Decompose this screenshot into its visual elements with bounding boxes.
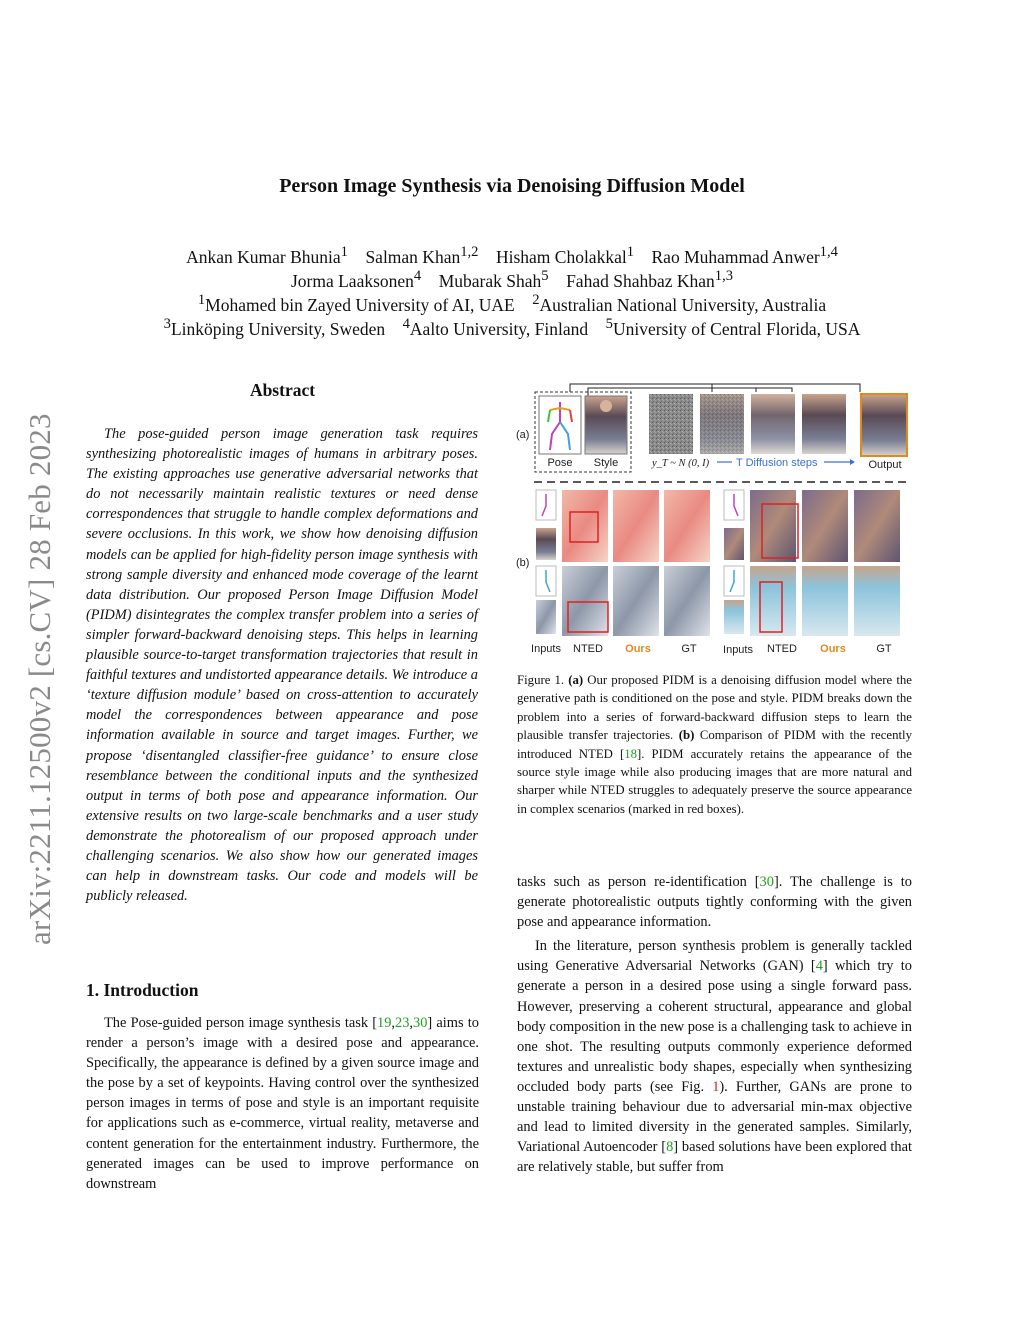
citation-link[interactable]: 30	[759, 874, 774, 890]
author: Rao Muhammad Anwer$^{1,4}$	[651, 244, 838, 267]
body-paragraph: In the literature, person synthesis problem is generally tackled using Generative Adversarial Networks (GAN) [4] which try to generate a person in a desired pose using a single forward pass. However, preserving a coherent structural, appearance and global body composition in the new pose is a challenging task to achieve in one shot. The resulting outputs commonly experience deformed textures and unrealistic body shapes, especially when synthesizing occluded body parts (see Fig. 1). Further, GANs are prone to unstable training behaviour due to adversarial min-max objective and lead to limited diversity in the generated samples. Similarly, Variational Autoencoder [8] based solutions have been explored that are relatively stable, but suffer from	[517, 938, 912, 1176]
affiliation-line-2	[0, 312, 1024, 341]
column-label: Ours	[820, 643, 846, 655]
affiliation: $^1$Mohamed bin Zayed University of AI, UAE	[197, 292, 515, 315]
diffusion-step-images	[700, 394, 846, 454]
section-heading-introduction: 1. Introduction	[86, 980, 199, 1000]
affiliation: $^4$Aalto University, Finland	[402, 316, 589, 339]
figure-1-graphic	[512, 378, 917, 660]
style-image	[585, 396, 627, 454]
style-label: Style	[593, 457, 619, 469]
noise-image	[649, 394, 693, 454]
column-label: NTED	[573, 643, 603, 655]
comparison-grid	[536, 490, 900, 636]
diffusion-steps-label: T Diffusion steps	[736, 457, 818, 469]
author: Jorma Laaksonen$^4$	[290, 268, 422, 291]
citation-link[interactable]: 8	[666, 1139, 674, 1156]
column-label: GT	[681, 643, 697, 655]
citation-link[interactable]: 30	[413, 1015, 428, 1031]
affiliation: $^2$Australian National University, Australia	[532, 292, 827, 315]
author: Salman Khan$^{1,2}$	[365, 244, 479, 267]
intro-body	[86, 1013, 479, 1194]
output-label: Output	[868, 459, 902, 471]
pose-label: Pose	[547, 457, 573, 469]
column-label: Inputs	[723, 644, 753, 656]
citation-link[interactable]: 23	[395, 1015, 410, 1031]
citation-link[interactable]: 4	[815, 958, 823, 975]
figure-panel-label-b: (b)	[516, 557, 530, 569]
output-image	[861, 394, 907, 456]
noise-label: y_T ~ N (0, I)	[652, 458, 710, 469]
figure-reference-link[interactable]: 1	[712, 1078, 720, 1095]
column-label: GT	[876, 643, 892, 655]
body-paragraph: tasks such as person re-identification [30]. The challenge is to generate photorealistic outputs tightly conforming with the given pose and appearance information.	[517, 874, 912, 931]
abstract-body	[86, 424, 478, 906]
author: Ankan Kumar Bhunia$^1$	[186, 244, 348, 267]
figure-1	[512, 378, 917, 660]
figure-panel-label-a: (a)	[516, 429, 530, 441]
arxiv-identifier: arXiv:2211.12500v2 [cs.CV] 28 Feb 2023	[22, 413, 57, 945]
author: Mubarak Shah$^5$	[438, 268, 549, 291]
abstract-text: The pose-guided person image generation task requires synthesizing photorealistic images of humans in arbitrary poses. The existing approaches use generative adversarial networks that do not necessarily maintain realistic textures or need dense correspondences that struggle to handle complex deformations and severe occlusions. In this work, we show how denoising diffusion models can be applied for high-fidelity person image synthesis with strong sample diversity and enhanced mode coverage of the learnt data distribution. Our proposed Person Image Diffusion Model (PIDM) disintegrates the complex transfer problem into a series of simpler forward-backward denoising steps. This helps in learning plausible source-to-target transformation trajectories that result in faithful textures and undistorted appearance details. We introduce a ‘texture diffusion module’ based on cross-attention to accurately model the correspondences between appearance and pose information available in source and target images. Further, we propose ‘disentangled classifier-free guidance’ to ensure close resemblance between the conditional inputs and the synthesized output in terms of both pose and appearance information. Our extensive results on two large-scale benchmarks and a user study demonstrate the photorealism of our proposed approach under challenging scenarios. We also show how our generated images can help in downstream tasks. Our code and models will be publicly released.	[86, 426, 478, 905]
paper-title: Person Image Synthesis via Denoising Diffusion Model	[279, 175, 745, 197]
pose-keypoints-image	[539, 396, 581, 454]
column-label: Inputs	[531, 643, 561, 655]
author: Fahad Shahbaz Khan$^{1,3}$	[566, 268, 734, 291]
affiliation: $^5$University of Central Florida, USA	[605, 316, 861, 339]
column-label: Ours	[625, 643, 651, 655]
abstract-heading: Abstract	[249, 380, 316, 400]
citation-link[interactable]: 18	[624, 746, 638, 761]
author: Hisham Cholakkal$^1$	[495, 244, 634, 267]
affiliation: $^3$Linköping University, Sweden	[163, 316, 386, 339]
column-label: NTED	[767, 643, 797, 655]
figure-1-caption: Figure 1. (a) Our proposed PIDM is a denoising diffusion model where the generative path is conditioned on the pose and style. PIDM breaks down the problem into a series of forward-backward diffusion steps to learn the plausible transfer trajectories. (b) Comparison of PIDM with the recently introduced NTED [18]. PIDM accurately retains the appearance of the source style image while also producing images that are more natural and sharper while NTED struggles to adequately preserve the source appearance in complex scenarios (marked in red boxes).	[517, 673, 912, 816]
intro-paragraph: The Pose-guided person image synthesis task [19,23,30] aims to render a person’s image with a desired pose and appearance. Specifically, the appearance is defined by a given source image and the pose by a set of keypoints. Having control over the synthesized person images in terms of pose and style is an important requisite for applications such as e-commerce, virtual reality, metaverse and content generation for the entertainment industry. Furthermore, the generated images can be used to improve performance on downstream	[86, 1015, 479, 1192]
citation-link[interactable]: 19	[377, 1015, 392, 1031]
right-column-body	[517, 872, 912, 1177]
